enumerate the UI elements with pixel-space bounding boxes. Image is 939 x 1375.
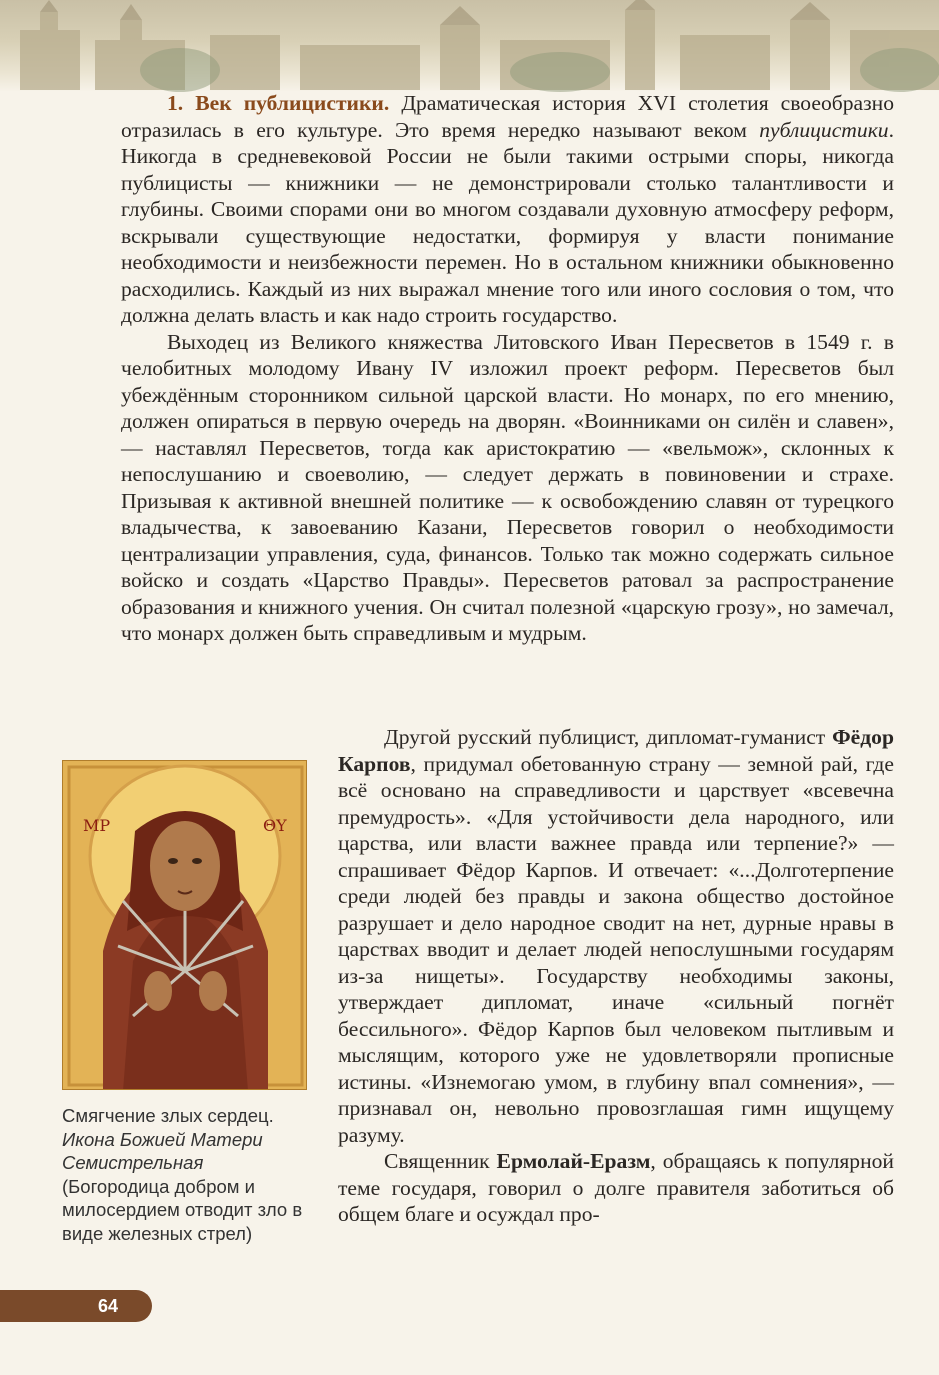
paragraph-1: 1. Век публицистики. Драматическая история XVI столетия своеобразно отразилась в его культуре. Это время нередко называют веком публицистики. Никогда в средневековой России не были такими острыми споры, никогда публицисты — книжники — не демонстрировали столько талантливости и глубины. Своими спорами они во многом создавали духовную атмосферу реформ, вскрывали существующие недостатки, формируя у власти понимание необходимости и неизбежности перемен. Но в остальном книжники обыкновенно расходились. Каждый из них выражал мнение того или иного сословия о том, что должна делать власть и как надо строить государство. <box>121 91 894 327</box>
paragraph-4: Священник Ермолай-Еразм, обращаясь к популярной теме государя, говорил о долге правителя заботиться об общем благе и осуждал про- <box>338 1149 894 1226</box>
theotokos-icon-picture <box>63 761 307 1090</box>
caption-line1: Смягчение злых сердец. <box>62 1105 274 1126</box>
icon-letters-left: МР <box>83 816 111 835</box>
name-karpov: Фёдор Карпов <box>338 725 894 776</box>
caption-description: (Богородица добром и милосердием отводит зло в виде железных стрел) <box>62 1175 303 1244</box>
icon-caption <box>62 1104 312 1245</box>
paragraph-2: Выходец из Великого княжества Литовского Иван Пересветов в 1549 г. в челобитных молодому Ивану IV изложил проект реформ. Пересветов был убеждённым сторонником сильной царской власти. Но монарх, по его мнению, должен опираться в первую очередь на дворян. «Воинниками он силён и славен», — наставлял Пересветов, тогда как аристократию — «вельмож», склонных к непослушанию и своеволию, — следует держать в повиновении и страхе. Призывая к активной внешней политике — к освобождению славян от турецкого владычества, к завоеванию Казани, Пересветов говорил о необходимости централизации управления, суда, финансов. Только так можно содержать сильное войско и создать «Царство Правды». Пересветов ратовал за распространение образования и книжного учения. Он считал полезной «царскую грозу», но замечал, что монарх должен быть справедливым и мудрым. <box>121 329 894 645</box>
caption-icon-title: Икона Божией Матери Семистрельная <box>62 1128 263 1173</box>
side-text <box>338 724 894 1228</box>
cityscape-illustration <box>0 0 939 92</box>
icon-image <box>62 760 307 1090</box>
main-text <box>121 90 894 647</box>
term-publicistics: публицистики <box>759 117 889 142</box>
paragraph-3: Другой русский публицист, дипломат-гуманист Фёдор Карпов, придумал обетованную страну — земной рай, где всё основано на справедливости и царствует «всевечна премудрость». «Для устойчивости дела народного, или царства, или власти важнее правда или терпение?» — спрашивает Фёдор Карпов. И отвечает: «...Долготерпение среди людей без правды и закона общество достойное разрушает и дело народное сводит на нет, дурные нравы в царствах вводит и делает людей непослушными государям из-за нищеты». Государству необходимы законы, утверждает дипломат, иначе «сильный погнёт бессильного». Фёдор Карпов был человеком пытливым и мыслящим, которого уже не удовлетворяли прописные истины. «Изнемогаю умом, в глубину впал сомнения», — признавал он, невольно провозглашая гимн ищущему разуму. <box>338 725 894 1147</box>
page-number: 64 <box>98 1296 119 1316</box>
section-title: 1. Век публицистики. <box>167 91 390 115</box>
icon-letters-right: ΘΥ <box>263 816 287 835</box>
name-ermolai: Ермолай-Еразм <box>496 1149 651 1173</box>
header-illustration <box>0 0 939 92</box>
